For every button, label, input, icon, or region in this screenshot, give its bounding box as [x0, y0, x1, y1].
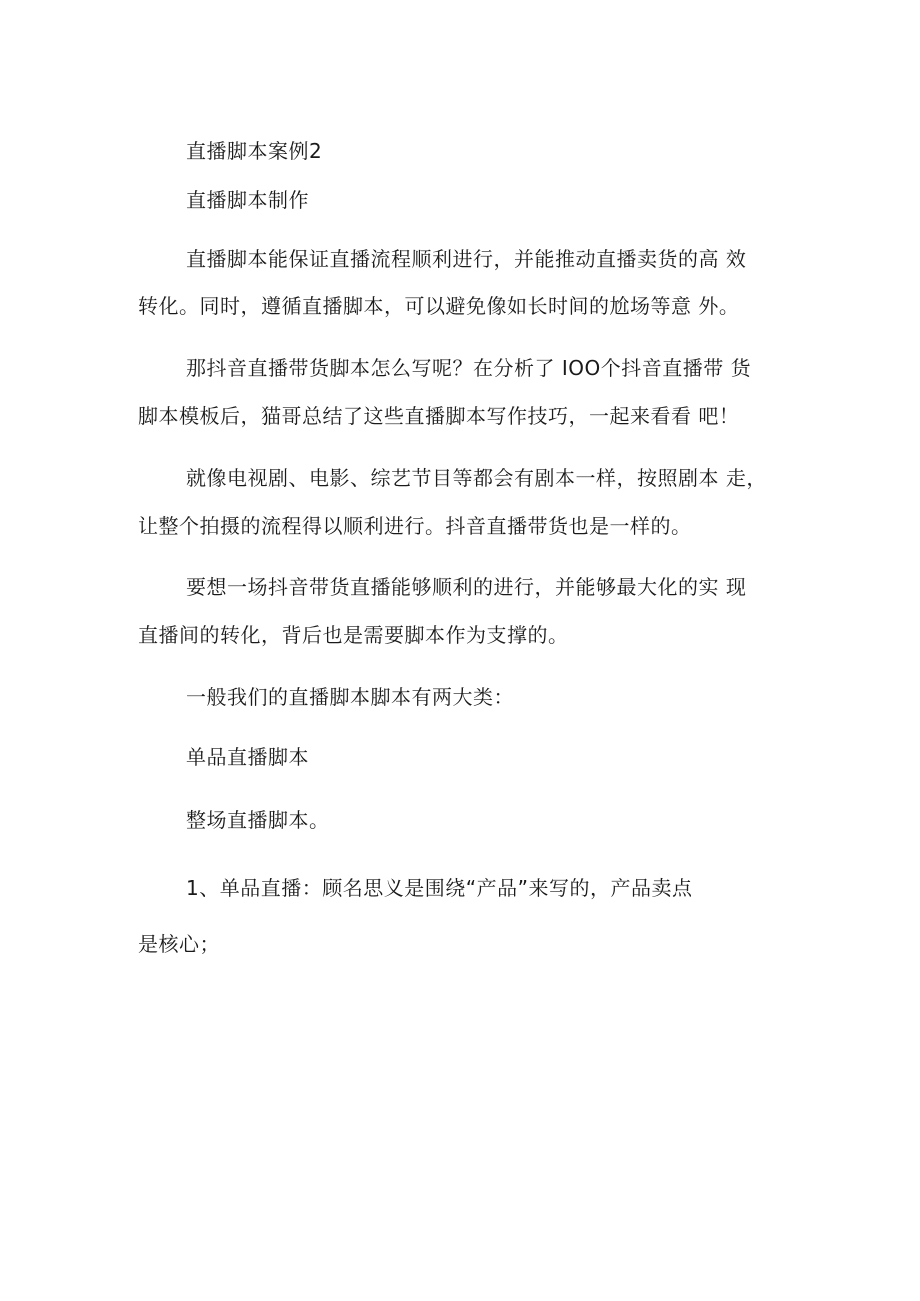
- item-1-line-1: 1、单品直播：顾名思义是围绕“产品”来写的，产品卖点: [186, 876, 693, 900]
- paragraph-4-line-2: 直播间的转化，背后也是需要脚本作为支撑的。: [138, 623, 569, 647]
- paragraph-3-line-2: 让整个拍摄的流程得以顺利进行。抖音直播带货也是一样的。: [138, 514, 692, 538]
- script-types-intro: 一般我们的直播脚本脚本有两大类：: [186, 685, 514, 709]
- paragraph-1-line-2: 转化。同时，遵循直播脚本，可以避免像如长时间的尬场等意 外。: [138, 294, 740, 318]
- item-1-line-2: 是核心；: [138, 932, 220, 956]
- script-type-full: 整场直播脚本。: [186, 808, 330, 832]
- paragraph-4-line-1: 要想一场抖音带货直播能够顺利的进行，并能够最大化的实 现: [186, 575, 747, 599]
- document-title: 直播脚本案例2: [186, 139, 323, 163]
- paragraph-3-line-1: 就像电视剧、电影、综艺节目等都会有剧本一样，按照剧本 走，: [186, 466, 767, 490]
- paragraph-1-line-1: 直播脚本能保证直播流程顺利进行，并能推动直播卖货的高 效: [186, 247, 747, 271]
- document-subtitle: 直播脚本制作: [186, 188, 309, 212]
- paragraph-2-line-2: 脚本模板后，猫哥总结了这些直播脚本写作技巧，一起来看看 吧！: [138, 404, 740, 428]
- paragraph-2-line-1: 那抖音直播带货脚本怎么写呢？在分析了 IOO个抖音直播带 货: [186, 356, 752, 380]
- script-type-single: 单品直播脚本: [186, 745, 309, 769]
